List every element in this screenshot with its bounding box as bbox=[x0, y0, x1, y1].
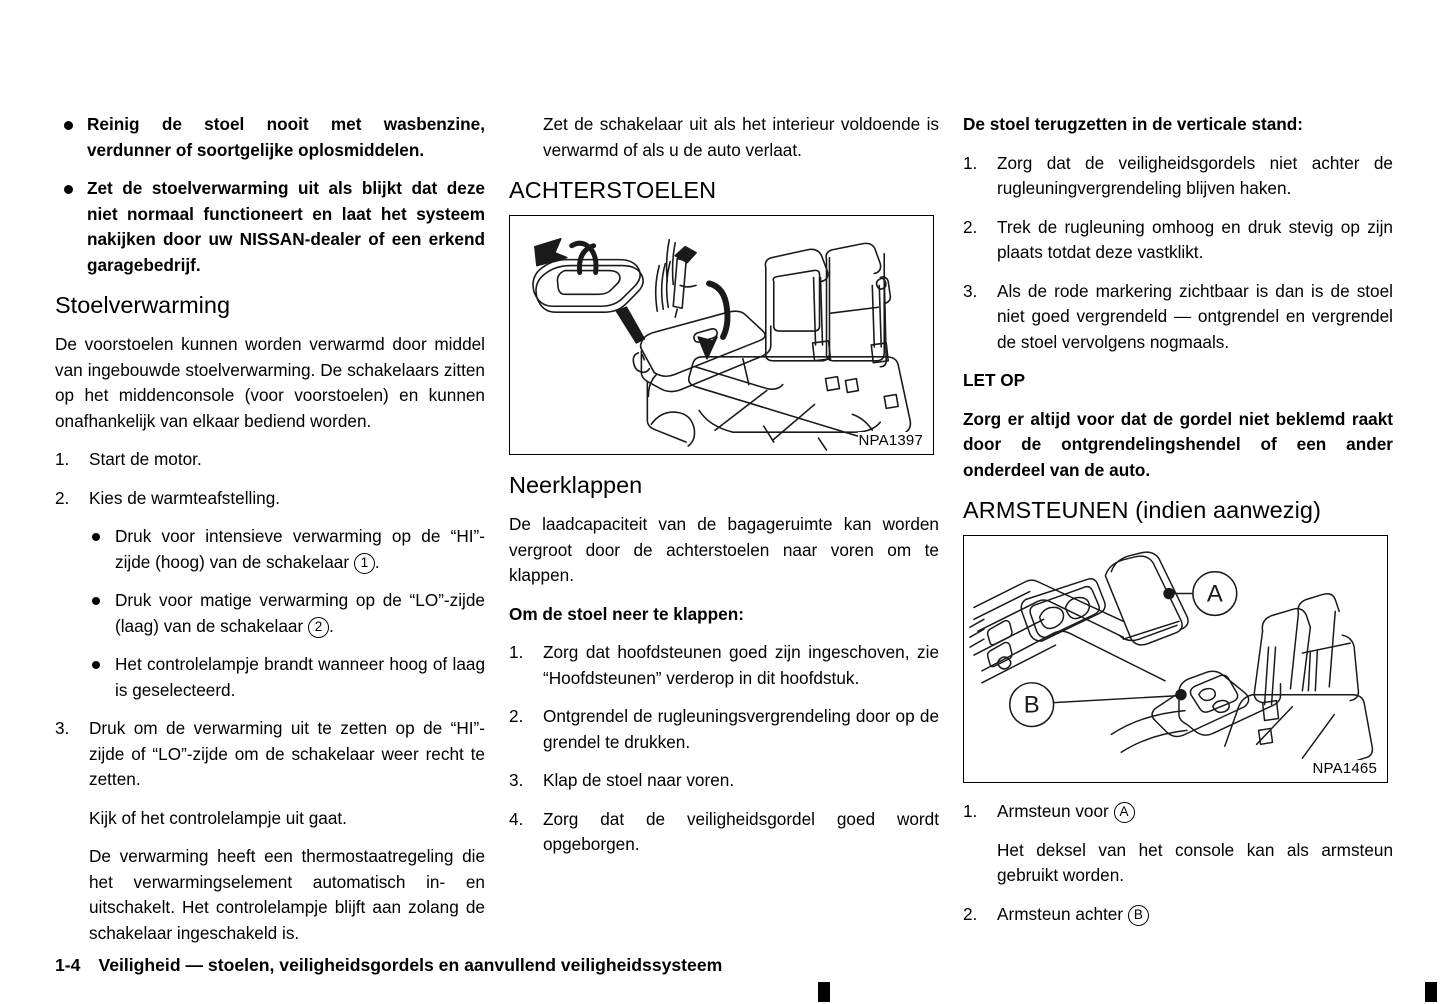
list-item-step-2 bbox=[55, 486, 485, 512]
step-number: 1. bbox=[55, 449, 70, 469]
list-item-fold-1 bbox=[509, 640, 939, 691]
step-number: 2. bbox=[55, 487, 70, 508]
step-text: Ontgrendel de rugleuningsvergrendeling door op de grendel te drukken. bbox=[543, 706, 939, 752]
caution-text: Zorg er altijd voor dat de gordel niet beklemd raakt door de ontgrendelingshendel of een ander onderdeel van de auto. bbox=[963, 408, 1393, 480]
subheading-verticale-stand: De stoel terugzetten in de verticale stand: bbox=[963, 114, 1304, 134]
list-item-step-1 bbox=[55, 447, 485, 473]
item-text: Armsteun achter bbox=[997, 903, 1128, 924]
footer-page-number: 1-4 bbox=[55, 955, 81, 975]
circled-number-2: 2 bbox=[308, 617, 329, 638]
heading-achterstoelen: ACHTERSTOELEN bbox=[509, 177, 717, 203]
heading-armsteunen: ARMSTEUNEN (indien aanwezig) bbox=[963, 497, 1322, 523]
step-text: Klap de stoel naar voren. bbox=[543, 770, 735, 790]
step-text: Kies de warmteafstelling. bbox=[89, 487, 281, 508]
item-text: Armsteun voor bbox=[997, 801, 1114, 821]
circled-letter-b: B bbox=[1128, 905, 1149, 926]
step-3-note-2: De verwarming heeft een thermostaatregeling die het verwarmingselement automatisch in- en uitschakelt. Het controlelampje blijft aan zolang de schakelaar ingeschakeld is. bbox=[89, 846, 485, 943]
list-item-upright-3 bbox=[963, 279, 1393, 356]
step-number: 1. bbox=[963, 801, 978, 821]
step-text: Als de rode markering zichtbaar is dan is de stoel niet goed vergrendeld — ontgrendel en vergrendel de stoel vervolgens nogmaals. bbox=[997, 280, 1393, 352]
page-footer bbox=[55, 955, 722, 976]
circled-number-1: 1 bbox=[354, 553, 375, 574]
sub-bullet-suffix: . bbox=[374, 551, 380, 572]
paragraph-switch-off: Zet de schakelaar uit als het interieur voldoende is verwarmd of als u de auto verlaat. bbox=[543, 114, 939, 160]
heading-neerklappen: Neerklappen bbox=[509, 472, 643, 498]
column-middle bbox=[509, 112, 939, 959]
three-column-body bbox=[55, 112, 1393, 959]
footer-chapter-title: Veiligheid — stoelen, veiligheidsgordels en aanvullend veiligheidssysteem bbox=[98, 955, 723, 975]
upright-steps-list bbox=[963, 151, 1393, 356]
step-text: Zorg dat hoofdsteunen goed zijn ingeschoven, zie “Hoofdsteunen” verderop in dit hoofdstuk. bbox=[543, 642, 939, 688]
step-3-note-1: Kijk of het controlelampje uit gaat. bbox=[89, 807, 347, 828]
armrest-note: Het deksel van het console kan als armsteun gebruikt worden. bbox=[997, 839, 1393, 885]
figure-armrest bbox=[963, 535, 1388, 783]
list-item-fold-4 bbox=[509, 807, 939, 858]
warning-bullet-item: Reinig de stoel nooit met wasbenzine, verdunner of soortgelijke oplosmiddelen. bbox=[55, 112, 485, 163]
warning-bullet-list bbox=[55, 112, 485, 278]
registration-mark-left bbox=[818, 982, 830, 1002]
sub-bullet-indicator bbox=[55, 652, 485, 703]
column-left bbox=[55, 112, 485, 959]
armrest-illustration bbox=[964, 536, 1387, 782]
figure-rear-seat bbox=[509, 215, 934, 455]
registration-mark-right bbox=[1425, 982, 1437, 1002]
step-number: 3. bbox=[55, 718, 70, 738]
list-item-step-3 bbox=[55, 716, 485, 946]
fold-steps-list bbox=[509, 640, 939, 858]
step-number: 2. bbox=[963, 903, 978, 924]
sub-bullet-lo bbox=[55, 588, 485, 639]
column-right bbox=[963, 112, 1393, 959]
callout-a-label: A bbox=[1206, 580, 1223, 608]
armrest-items-list bbox=[963, 799, 1393, 927]
sub-bullet-text: Druk voor intensieve verwarming op de “HI”-zijde (hoog) van de schakelaar bbox=[115, 526, 485, 572]
paragraph-seat-heating-intro: De voorstoelen kunnen worden verwarmd door middel van ingebouwde stoelverwarming. De schakelaars zitten op het middenconsole (voor voorstoelen) en kunnen onafhankelijk van elkaar bediend worden. bbox=[55, 334, 485, 431]
figure-code: NPA1397 bbox=[858, 432, 923, 449]
step-text: Druk om de verwarming uit te zetten op de “HI”-zijde of “LO”-zijde om de schakelaar weer recht te zetten. bbox=[89, 718, 485, 789]
list-item-armrest-2 bbox=[963, 902, 1393, 928]
list-item-fold-3 bbox=[509, 768, 939, 794]
sub-bullet-suffix: . bbox=[329, 615, 334, 636]
warning-bullet-item: Zet de stoelverwarming uit als blijkt dat deze niet normaal functioneert en laat het systeem nakijken door uw NISSAN-dealer of een erkend garagebedrijf. bbox=[55, 176, 485, 278]
subheading-om-de-stoel-neer-te-klappen: Om de stoel neer te klappen: bbox=[509, 603, 744, 624]
step-number: 1. bbox=[963, 152, 978, 173]
step-number: 2. bbox=[509, 706, 524, 726]
step-text: Zorg dat de veiligheidsgordel goed wordt opgeborgen. bbox=[543, 808, 939, 854]
paragraph-neerklappen: De laadcapaciteit van de bagageruimte kan worden vergroot door de achterstoelen naar voren om te klappen. bbox=[509, 514, 939, 585]
seat-heating-steps bbox=[55, 447, 485, 511]
list-item-upright-2 bbox=[963, 215, 1393, 266]
figure-code: NPA1465 bbox=[1312, 760, 1377, 777]
rear-seat-illustration bbox=[510, 216, 933, 454]
step-number: 3. bbox=[509, 770, 524, 790]
sub-bullet-text: Druk voor matige verwarming op de “LO”-zijde (laag) van de schakelaar bbox=[115, 590, 485, 636]
step-number: 4. bbox=[509, 808, 524, 829]
heading-stoelverwarming: Stoelverwarming bbox=[55, 292, 231, 318]
step-number: 1. bbox=[509, 642, 524, 662]
seat-heating-steps-cont bbox=[55, 716, 485, 946]
step-text: Start de motor. bbox=[89, 449, 202, 469]
step-text: Zorg dat de veiligheidsgordels niet achter de rugleuningvergrendeling blijven haken. bbox=[997, 152, 1393, 198]
heat-setting-sub-bullets bbox=[55, 524, 485, 703]
list-item-upright-1 bbox=[963, 151, 1393, 202]
list-item-armrest-1 bbox=[963, 799, 1393, 889]
circled-letter-a: A bbox=[1114, 802, 1135, 823]
sub-bullet-text: Het controlelampje brandt wanneer hoog of laag is geselecteerd. bbox=[115, 654, 485, 700]
callout-b-label: B bbox=[1023, 691, 1040, 719]
step-number: 3. bbox=[963, 280, 978, 301]
caution-label: LET OP bbox=[963, 370, 1026, 390]
sub-bullet-hi bbox=[55, 524, 485, 575]
list-item-fold-2 bbox=[509, 704, 939, 755]
step-text: Trek de rugleuning omhoog en druk stevig op zijn plaats totdat deze vastklikt. bbox=[997, 216, 1393, 262]
step-number: 2. bbox=[963, 216, 978, 237]
